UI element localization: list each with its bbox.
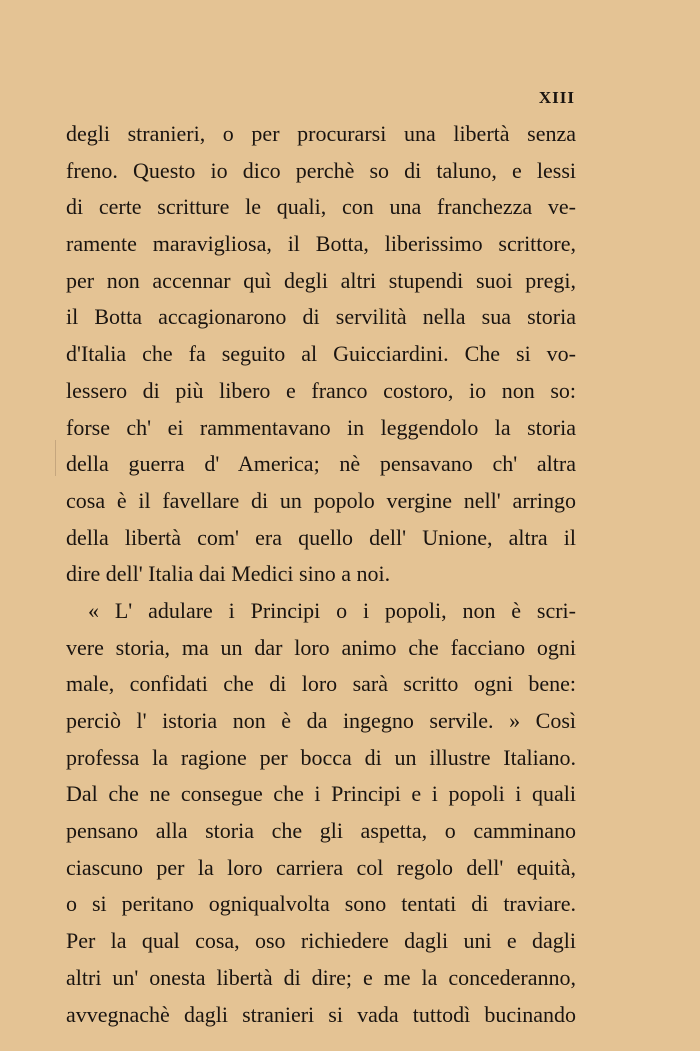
text-line: della libertà com' era quello dell' Unione, altra il [66,524,576,550]
text-line: vere storia, ma un dar loro animo che facciano ogni [66,634,576,660]
text-line: « L' adulare i Principi o i popoli, non è scri- [88,597,576,623]
text-line: o si peritano ogniqualvolta sono tentati di traviare. [66,891,576,917]
margin-mark [55,440,56,476]
text-line: male, confidati che di loro sarà scritto ogni bene: [66,671,576,697]
text-line: per non accennar quì degli altri stupendi suoi pregi, [66,267,576,293]
text-line: avvegnachè dagli stranieri si vada tuttodì bucinando [66,1001,576,1027]
body-text [66,116,576,1033]
text-line: dire dell' Italia dai Medici sino a noi. [66,561,391,587]
text-line: Per la qual cosa, oso richiedere dagli uni e dagli [66,928,576,954]
text-line: Dal che ne consegue che i Principi e i popoli i quali [66,781,576,807]
text-line: di certe scritture le quali, con una franchezza ve- [66,194,576,220]
text-line: il Botta accagionarono di servilità nella sua storia [66,304,576,330]
text-line: cosa è il favellare di un popolo vergine nell' arringo [66,487,576,513]
text-line: freno. Questo io dico perchè so di taluno, e lessi [66,157,576,183]
text-line: lessero di più libero e franco costoro, io non so: [66,377,576,403]
text-line: degli stranieri, o per procurarsi una libertà senza [66,121,576,146]
text-line: ciascuno per la loro carriera col regolo dell' equità, [66,854,576,880]
paragraph-2 [66,593,576,1033]
text-line: professa la ragione per bocca di un illustre Italiano. [66,744,576,770]
text-line: ramente maravigliosa, il Botta, liberissimo scrittore, [66,231,576,257]
text-line: perciò l' istoria non è da ingegno servile. » Così [66,708,576,733]
text-line: forse ch' ei rammentavano in leggendolo la storia [66,414,576,440]
text-line: della guerra d' America; nè pensavano ch' altra [66,451,576,477]
text-line: altri un' onesta libertà di dire; e me la concederanno, [66,964,576,990]
page-number: XIII [538,88,575,107]
paragraph-1 [66,116,576,593]
text-line: pensano alla storia che gli aspetta, o camminano [66,818,576,844]
text-line: d'Italia che fa seguito al Guicciardini. Che si vo- [66,341,576,367]
